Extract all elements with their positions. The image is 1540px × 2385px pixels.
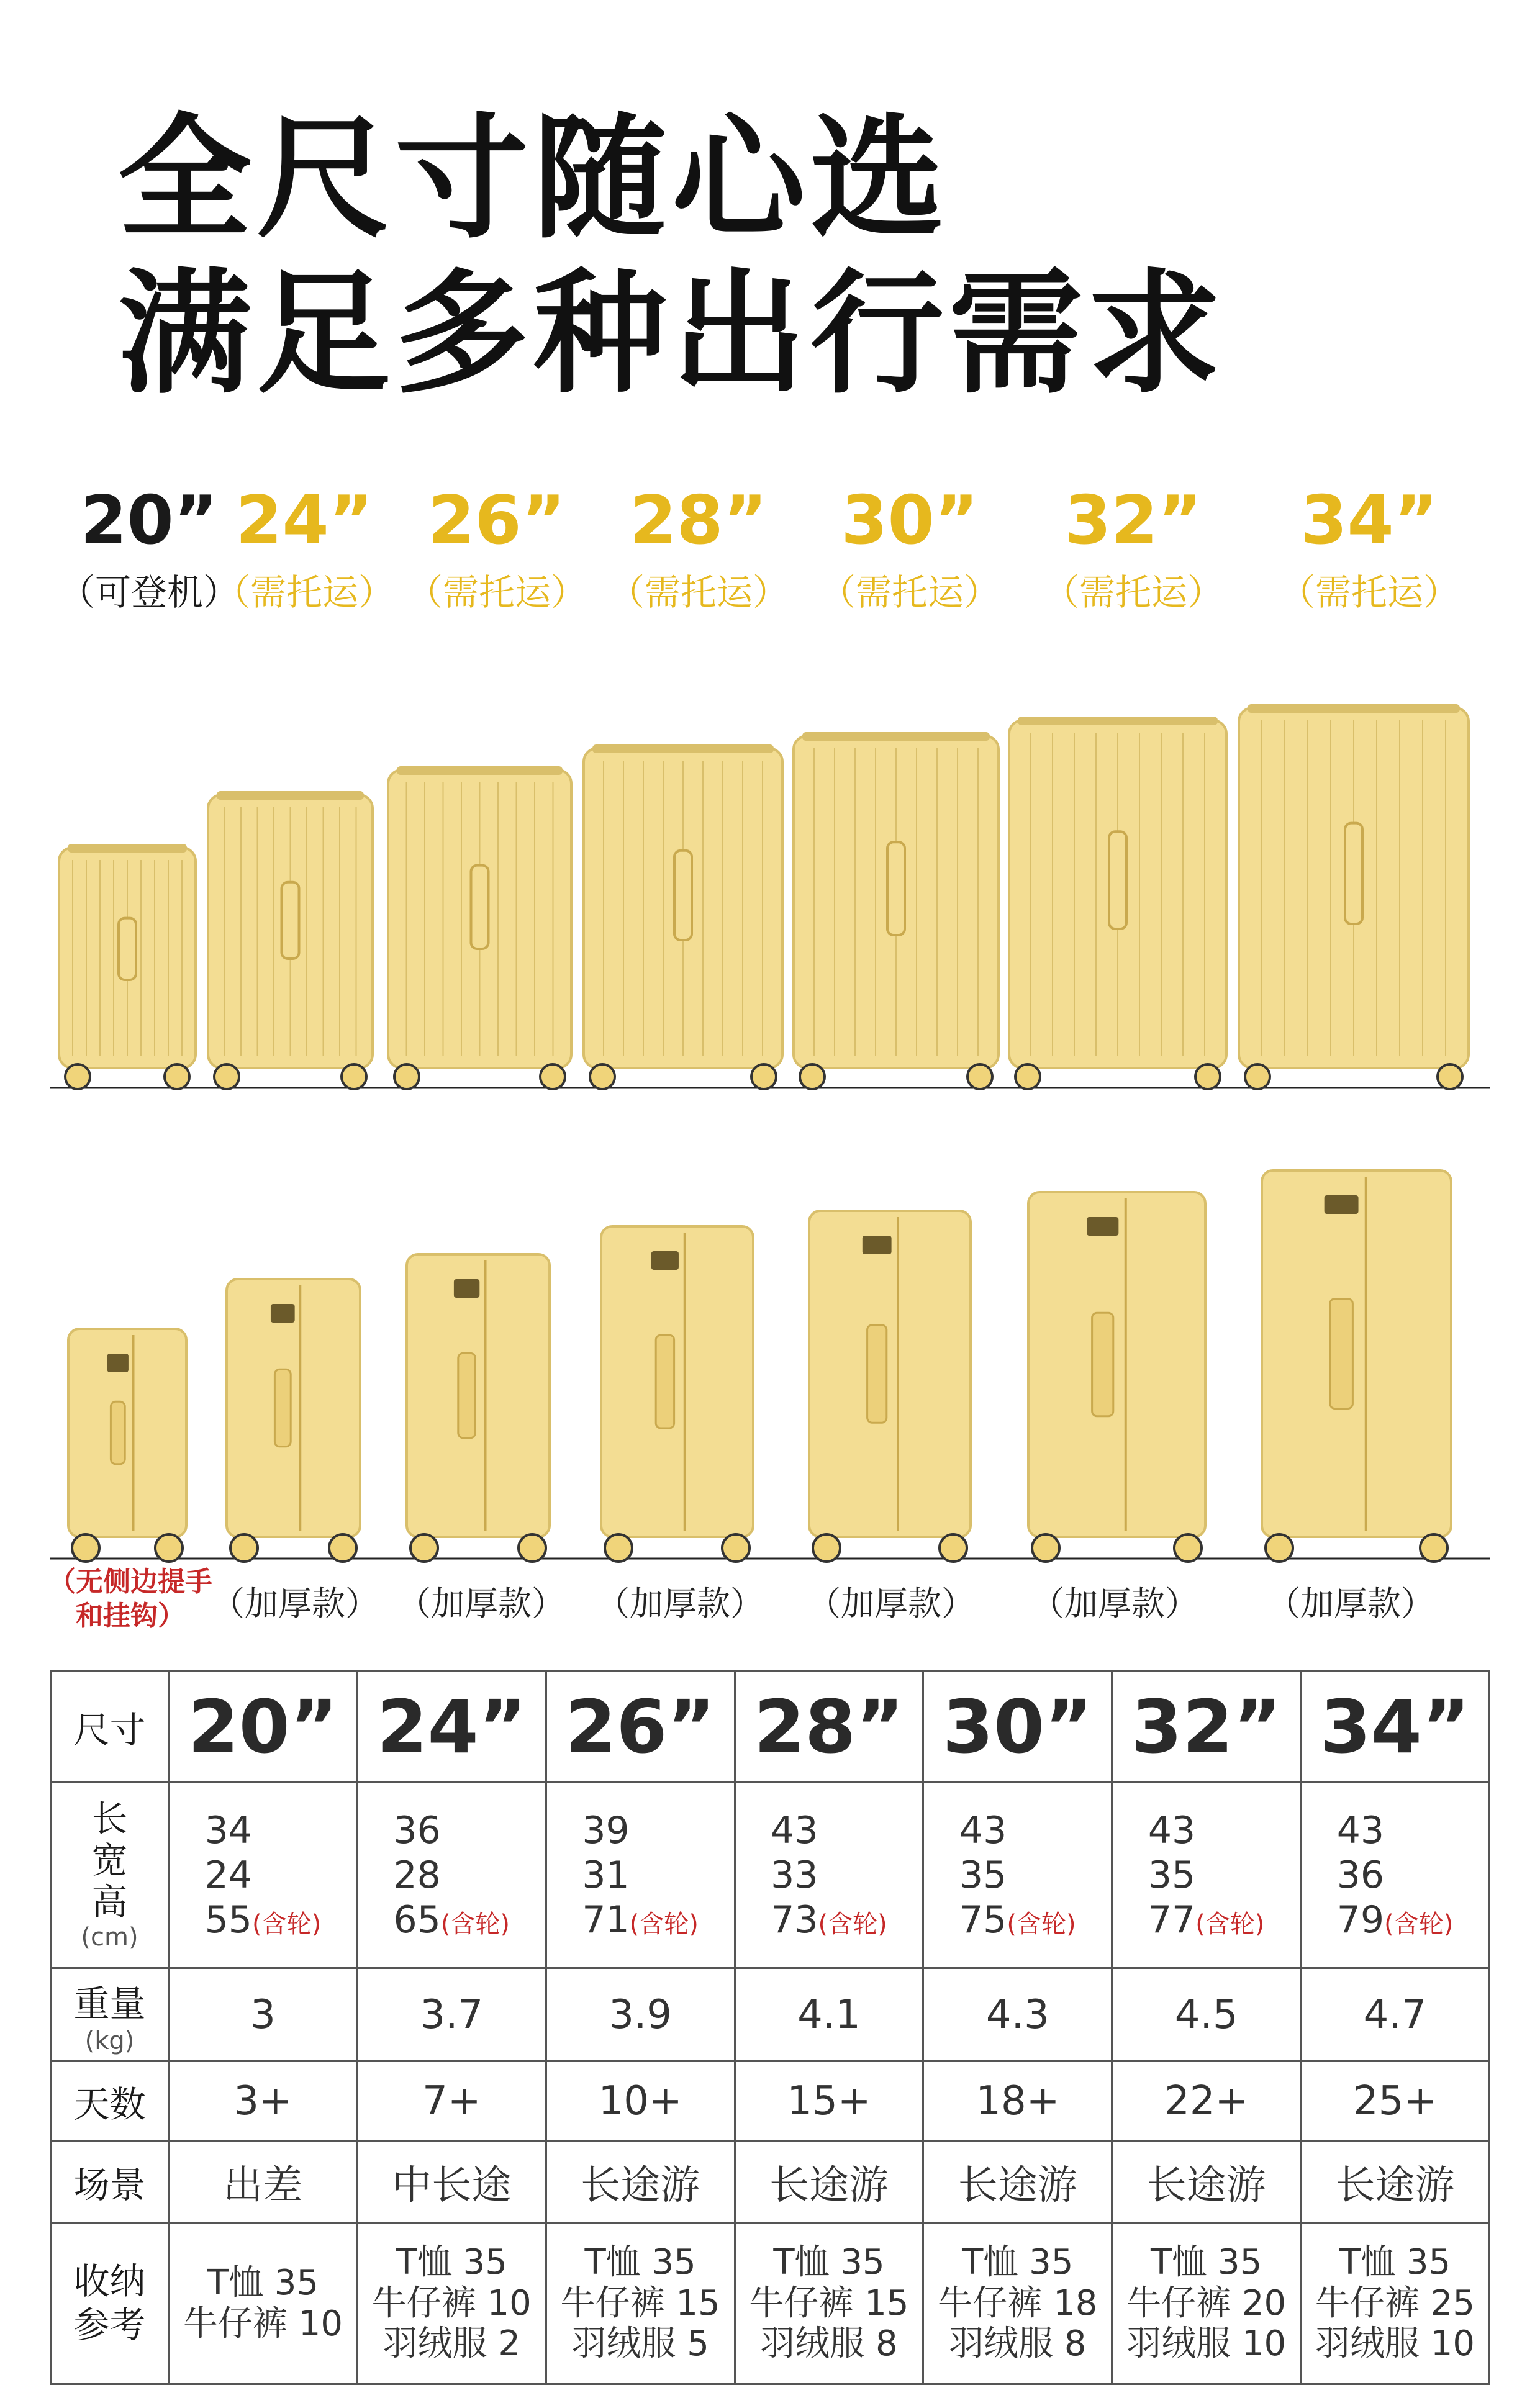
pack-item: T恤 35 <box>584 2242 696 2283</box>
suitcase-side-0 <box>68 1329 186 1562</box>
size-label-30 <box>817 484 1003 615</box>
days-32: 22+ <box>1112 2061 1301 2141</box>
dim-width: 36 <box>1336 1853 1385 1897</box>
weight-24: 3.7 <box>357 1968 546 2061</box>
table-row-size <box>51 1672 1490 1782</box>
suitcase-front-2 <box>388 766 571 1089</box>
col-size-32: 32” <box>1112 1672 1301 1782</box>
suitcase-front-1 <box>208 791 373 1089</box>
label-length: 长 <box>91 1798 128 1840</box>
size-label-34 <box>1276 484 1462 615</box>
table-row-weight <box>51 1968 1490 2061</box>
pack-34 <box>1301 2223 1490 2384</box>
dim-height: 79 <box>1336 1898 1385 1942</box>
side-view-illustration <box>0 1143 1540 1639</box>
label-pack-1: 收纳 <box>73 2260 146 2302</box>
dims-cell-30 <box>923 1782 1112 1968</box>
dim-width: 28 <box>393 1853 441 1897</box>
size-note: （需托运） <box>1279 571 1459 613</box>
wheel-note: (含轮) <box>440 1909 510 1939</box>
wheel-note: (含轮) <box>818 1909 887 1939</box>
size-number: 24” <box>235 482 373 559</box>
scene-20: 出差 <box>169 2141 358 2223</box>
size-note: （需托运） <box>608 571 789 613</box>
caption-thickened-34: （加厚款） <box>1267 1584 1434 1623</box>
days-30: 18+ <box>923 2061 1112 2141</box>
dim-width: 33 <box>771 1853 818 1897</box>
dims-cell-20 <box>169 1782 358 1968</box>
dims-cell-34 <box>1301 1782 1490 1968</box>
suitcase-side-4 <box>809 1211 971 1562</box>
col-size-28: 28” <box>735 1672 923 1782</box>
suitcase-side-5 <box>1028 1192 1205 1562</box>
pack-item: 牛仔裤 25 <box>1315 2283 1475 2324</box>
headline-line2: 满足多种出行需求 <box>118 256 1226 412</box>
weight-20: 3 <box>169 1968 358 2061</box>
front-view-lineup <box>0 671 1540 1105</box>
col-size-30: 30” <box>923 1672 1112 1782</box>
table-row-dimensions <box>51 1782 1490 1968</box>
scene-28: 长途游 <box>735 2141 923 2223</box>
days-24: 7+ <box>357 2061 546 2141</box>
dim-height: 65 <box>393 1898 441 1942</box>
dim-width: 24 <box>204 1853 252 1897</box>
dim-length: 34 <box>204 1808 252 1852</box>
label-weight-unit: (kg) <box>84 2026 135 2055</box>
dim-width: 31 <box>582 1853 630 1897</box>
dim-height: 73 <box>771 1898 818 1942</box>
pack-item: T恤 35 <box>962 2242 1074 2283</box>
caption-thickened-30: （加厚款） <box>807 1584 975 1623</box>
scene-30: 长途游 <box>923 2141 1112 2223</box>
side-view-lineup <box>0 1143 1540 1639</box>
row-label-days: 天数 <box>51 2061 169 2141</box>
weight-32: 4.5 <box>1112 1968 1301 2061</box>
size-label-24 <box>211 484 397 615</box>
days-28: 15+ <box>735 2061 923 2141</box>
dim-height: 75 <box>959 1898 1007 1942</box>
wheel-note: (含轮) <box>251 1909 322 1939</box>
pack-item: T恤 35 <box>1339 2242 1451 2283</box>
size-note: （需托运） <box>406 571 587 613</box>
table-row-scene <box>51 2141 1490 2223</box>
pack-item: 羽绒服 5 <box>571 2324 709 2365</box>
dim-length: 43 <box>959 1808 1007 1852</box>
suitcase-side-2 <box>407 1254 550 1562</box>
caption-thickened-26: （加厚款） <box>397 1584 565 1623</box>
size-number: 26” <box>428 482 566 559</box>
label-height: 高 <box>91 1880 128 1923</box>
days-20: 3+ <box>169 2061 358 2141</box>
dim-length: 43 <box>771 1808 818 1852</box>
dims-cell-28 <box>735 1782 923 1968</box>
pack-item: T恤 35 <box>207 2262 319 2303</box>
label-dims-unit: (cm) <box>81 1922 138 1952</box>
col-size-34: 34” <box>1301 1672 1490 1782</box>
caption-no-side-handle <box>37 1565 224 1633</box>
dim-length: 43 <box>1336 1808 1385 1852</box>
size-note: （需托运） <box>1043 571 1223 613</box>
pack-20 <box>169 2223 358 2384</box>
wheel-note: (含轮) <box>1384 1909 1454 1939</box>
size-note: （需托运） <box>819 571 1000 613</box>
pack-item: 牛仔裤 18 <box>938 2283 1098 2324</box>
spec-table <box>50 1670 1490 2385</box>
table-row-packing <box>51 2223 1490 2384</box>
weight-28: 4.1 <box>735 1968 923 2061</box>
col-size-26: 26” <box>546 1672 735 1782</box>
pack-item: 羽绒服 8 <box>949 2324 1087 2365</box>
caption-thickened-32: （加厚款） <box>1031 1584 1198 1623</box>
caption-thickened-24: （加厚款） <box>211 1584 379 1623</box>
suitcase-side-1 <box>227 1279 360 1562</box>
suitcase-front-5 <box>1009 717 1226 1089</box>
suitcase-front-0 <box>59 844 196 1089</box>
row-label-packing <box>51 2223 169 2384</box>
wheel-note: (含轮) <box>1195 1909 1265 1939</box>
dim-length: 39 <box>582 1808 630 1852</box>
size-label-28 <box>605 484 792 615</box>
headline-line1: 全尺寸随心选 <box>118 101 949 256</box>
caption-text: （无侧边提手 和挂钩） <box>48 1566 212 1632</box>
weight-34: 4.7 <box>1301 1968 1490 2061</box>
dim-height: 71 <box>582 1898 630 1942</box>
size-note: （需托运） <box>214 571 394 613</box>
dim-length: 43 <box>1148 1808 1196 1852</box>
size-number: 20” <box>80 482 218 559</box>
pack-30 <box>923 2223 1112 2384</box>
size-number: 32” <box>1064 482 1202 559</box>
pack-28 <box>735 2223 923 2384</box>
row-label-size: 尺寸 <box>51 1672 169 1782</box>
pack-32 <box>1112 2223 1301 2384</box>
front-view-illustration <box>0 671 1540 1105</box>
size-number: 30” <box>841 482 979 559</box>
label-pack-2: 参考 <box>73 2303 146 2346</box>
pack-item: 牛仔裤 20 <box>1126 2283 1287 2324</box>
pack-item: T恤 35 <box>773 2242 885 2283</box>
pack-item: 羽绒服 8 <box>760 2324 898 2365</box>
days-34: 25+ <box>1301 2061 1490 2141</box>
pack-item: 牛仔裤 10 <box>371 2283 532 2324</box>
dims-cell-32 <box>1112 1782 1301 1968</box>
scene-34: 长途游 <box>1301 2141 1490 2223</box>
dim-width: 35 <box>1148 1853 1196 1897</box>
row-label-weight <box>51 1968 169 2061</box>
col-size-24: 24” <box>357 1672 546 1782</box>
size-label-26 <box>404 484 590 615</box>
weight-30: 4.3 <box>923 1968 1112 2061</box>
size-number: 28” <box>630 482 768 559</box>
size-number: 34” <box>1300 482 1438 559</box>
pack-item: 牛仔裤 15 <box>560 2283 720 2324</box>
scene-26: 长途游 <box>546 2141 735 2223</box>
pack-item: T恤 35 <box>396 2242 507 2283</box>
label-weight: 重量 <box>73 1982 146 2025</box>
caption-thickened-28: （加厚款） <box>596 1584 764 1623</box>
dim-length: 36 <box>393 1808 441 1852</box>
suitcase-side-6 <box>1262 1170 1451 1562</box>
scene-32: 长途游 <box>1112 2141 1301 2223</box>
table-row-days <box>51 2061 1490 2141</box>
col-size-20: 20” <box>169 1672 358 1782</box>
weight-26: 3.9 <box>546 1968 735 2061</box>
scene-24: 中长途 <box>357 2141 546 2223</box>
pack-item: 牛仔裤 15 <box>749 2283 909 2324</box>
dim-width: 35 <box>959 1853 1007 1897</box>
dim-height: 77 <box>1148 1898 1196 1942</box>
suitcase-front-6 <box>1239 704 1469 1089</box>
dim-height: 55 <box>204 1898 252 1942</box>
dims-cell-24 <box>357 1782 546 1968</box>
wheel-note: (含轮) <box>629 1909 699 1939</box>
days-26: 10+ <box>546 2061 735 2141</box>
pack-26 <box>546 2223 735 2384</box>
dims-cell-26 <box>546 1782 735 1968</box>
suitcase-side-3 <box>601 1226 753 1562</box>
suitcase-front-4 <box>794 732 999 1089</box>
pack-item: 牛仔裤 10 <box>183 2303 343 2344</box>
row-label-dimensions <box>51 1782 169 1968</box>
pack-item: 羽绒服 2 <box>383 2324 520 2365</box>
wheel-note: (含轮) <box>1007 1909 1076 1939</box>
suitcase-front-3 <box>584 744 782 1089</box>
size-note: （可登机） <box>58 571 239 613</box>
pack-item: 羽绒服 10 <box>1315 2324 1475 2365</box>
pack-item: 羽绒服 10 <box>1126 2324 1287 2365</box>
label-width: 宽 <box>91 1839 128 1882</box>
pack-24 <box>357 2223 546 2384</box>
pack-item: T恤 35 <box>1151 2242 1262 2283</box>
size-labels-row <box>25 484 1528 627</box>
row-label-scene: 场景 <box>51 2141 169 2223</box>
size-label-32 <box>1040 484 1226 615</box>
